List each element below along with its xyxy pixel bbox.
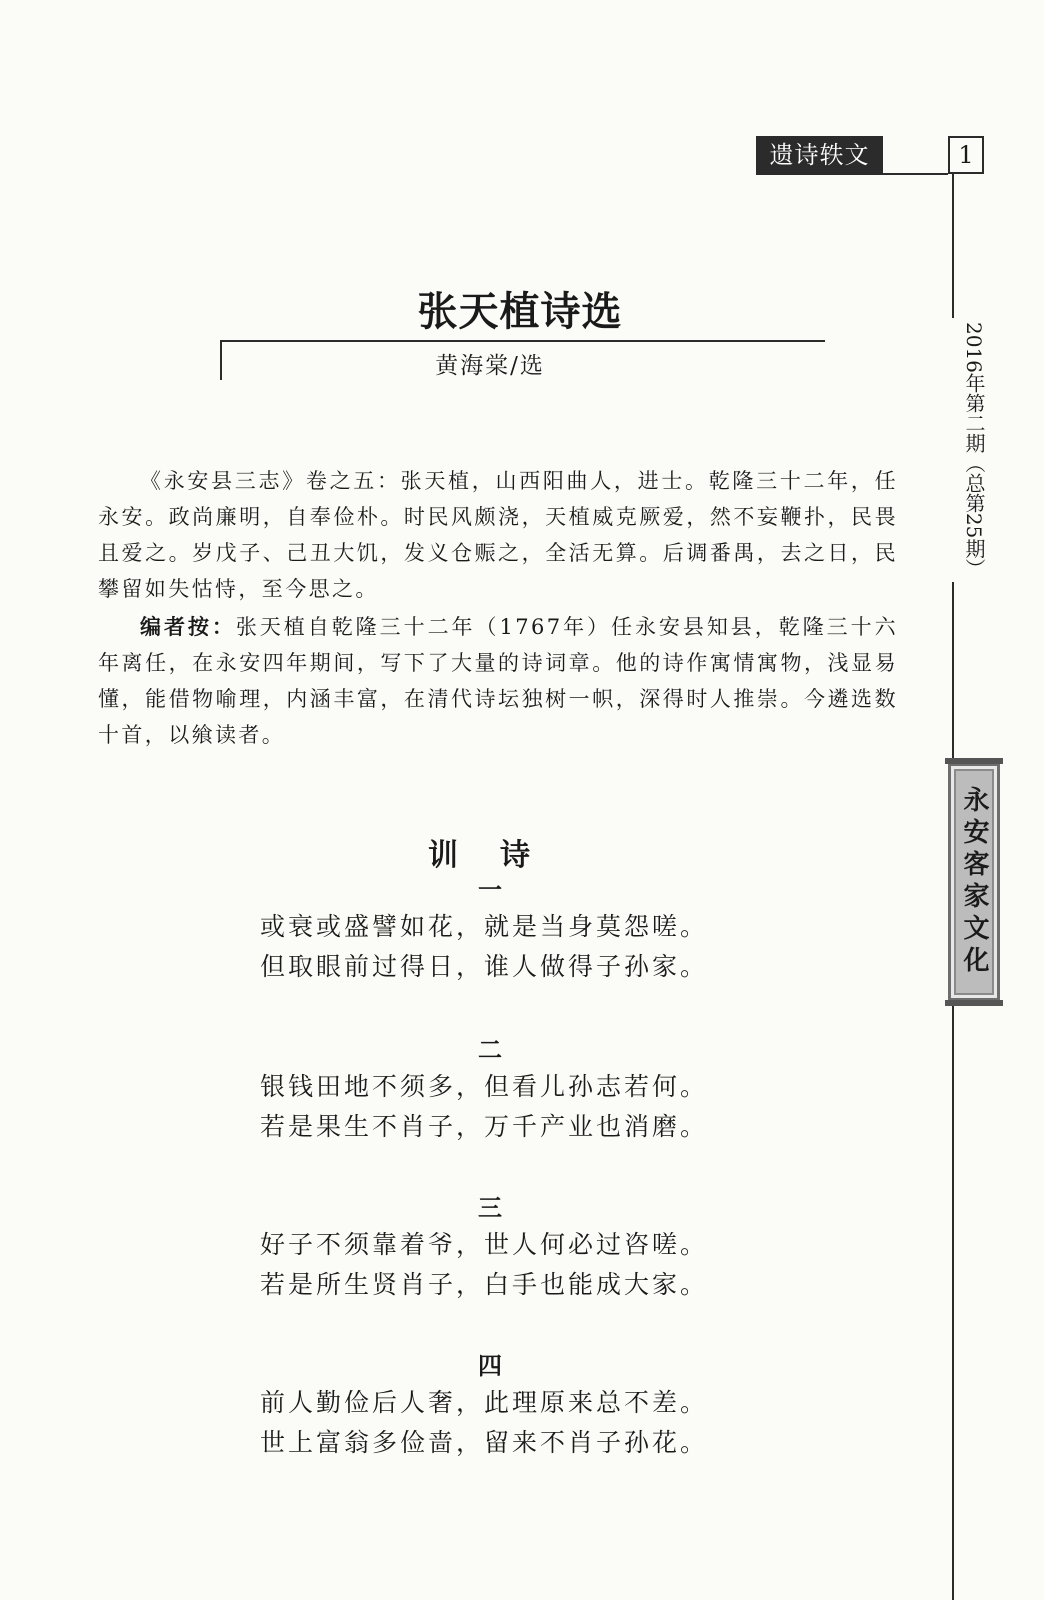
editor-note-text: 张天植自乾隆三十二年（1767年）任永安县知县，乾隆三十六年离任，在永安四年期间，写下了大量的诗词章。他的诗作寓情寓物，浅显易懂，能借物喻理，内涵丰富，在清代诗坛独树一帜，深得时人推崇。今遴选数十首，以飨读者。 [98, 615, 898, 747]
poem-line: 若是所生贤肖子，白手也能成大家。 [260, 1270, 709, 1299]
title-rule-vertical [220, 340, 222, 380]
seal-text: 永安客家文化 [959, 786, 989, 978]
page-number: 1 [948, 136, 984, 174]
article-intro [98, 463, 898, 753]
stanza-number: 二 [478, 1036, 502, 1064]
poem-line: 或衰或盛譬如花，就是当身莫怨嗟。 [260, 912, 709, 941]
article-author: 黄海棠/选 [435, 353, 545, 379]
poem-line: 但取眼前过得日，谁人做得子孙家。 [260, 952, 709, 981]
issue-label: 2016年第二期（总第25期） [952, 318, 988, 582]
article-title: 张天植诗选 [417, 289, 623, 335]
header-rule [756, 173, 948, 175]
stanza [230, 1191, 750, 1305]
stanza-number: 三 [478, 1194, 502, 1222]
editor-note-label: 编者按： [140, 615, 236, 639]
poem-title: 训诗 [428, 838, 572, 873]
title-rule [220, 340, 825, 342]
poem-line: 若是果生不肖子，万千产业也消磨。 [260, 1112, 709, 1141]
stanza [230, 1349, 750, 1463]
poem-line: 前人勤俭后人奢，此理原来总不差。 [260, 1388, 709, 1417]
editor-note [98, 609, 898, 753]
stanza [230, 873, 750, 987]
section-tag: 遗诗轶文 [756, 136, 883, 174]
stanza [230, 1033, 750, 1147]
poem-line: 好子不须靠着爷，世人何必过咨嗟。 [260, 1230, 709, 1259]
intro-paragraph: 《永安县三志》卷之五：张天植，山西阳曲人，进士。乾隆三十二年，任永安。政尚廉明，自奉俭朴。时民风颇浇，天植威克厥爱，然不妄鞭扑，民畏且爱之。岁戊子、己丑大饥，发义仓赈之，全活无算。后调番禺，去之日，民攀留如失怙恃，至今思之。 [98, 469, 898, 601]
stanza-number: 四 [478, 1352, 502, 1380]
poem-line: 世上富翁多俭啬，留来不肖子孙花。 [260, 1428, 709, 1457]
stanza-number: 一 [478, 876, 502, 904]
magazine-seal [948, 763, 1000, 1001]
poem-line: 银钱田地不须多，但看儿孙志若何。 [260, 1072, 709, 1101]
